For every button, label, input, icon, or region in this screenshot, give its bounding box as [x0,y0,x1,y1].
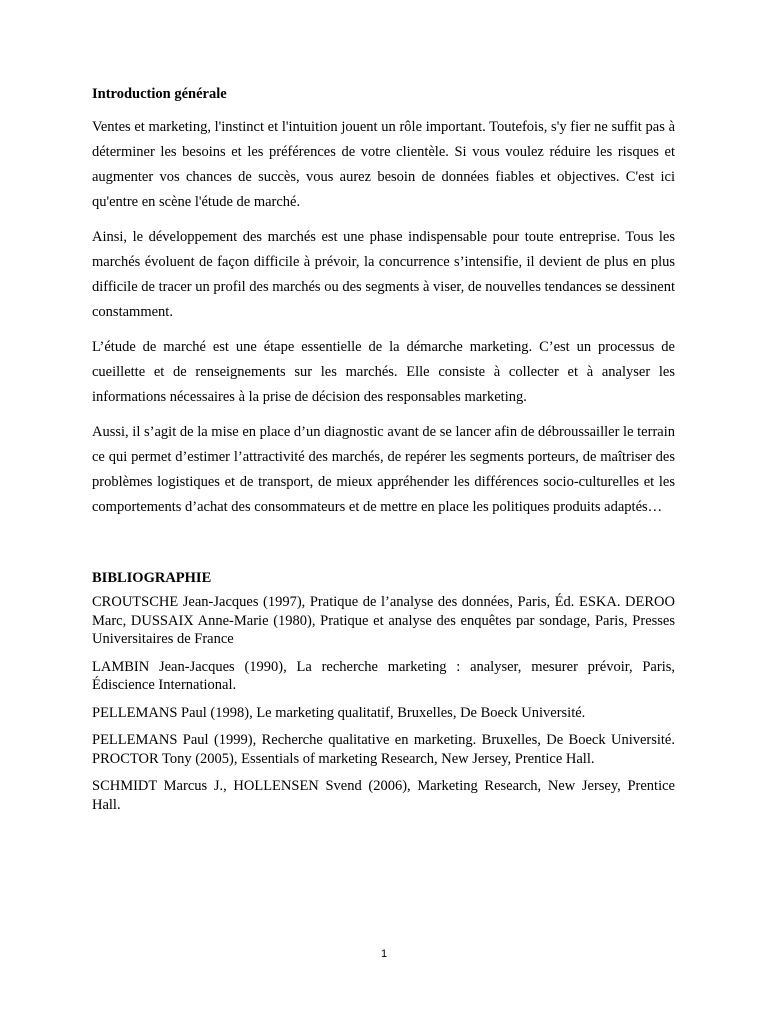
intro-paragraph: Ainsi, le développement des marchés est une phase indispensable pour toute entreprise. Tous les marchés évoluent de façon difficile à prévoir, la concurrence s’intensifie, il devient de plus en plus difficile de tracer un profil des marchés ou des segments à viser, de nouvelles tendances se dessinent constamment. [92,229,675,320]
bibliography-title: BIBLIOGRAPHIE [92,570,212,586]
bibliography-entry: PELLEMANS Paul (1998), Le marketing qualitatif, Bruxelles, De Boeck Université. [92,704,586,721]
intro-paragraph: L’étude de marché est une étape essentielle de la démarche marketing. C’est un processus de cueillette et de renseignements sur les marchés. Elle consiste à collecter et à analyser les informations nécessaires à la prise de décision des responsables marketing. [92,339,675,405]
bibliography-entry: LAMBIN Jean-Jacques (1990), La recherche marketing : analyser, mesurer prévoir, Paris, Édiscience International. [92,658,675,693]
page-number: 1 [380,948,388,960]
intro-paragraph: Aussi, il s’agit de la mise en place d’un diagnostic avant de se lancer afin de débroussailler le terrain ce qui permet d’estimer l’attractivité des marchés, de repérer les segments porteurs, de maîtriser des problèmes logistiques et de transport, de mieux appréhender les différences socio-culturelles et les comportements d’achat des consommateurs et de mettre en place les politiques produits adaptés… [92,424,675,515]
page-content [92,84,675,823]
bibliography-entry: SCHMIDT Marcus J., HOLLENSEN Svend (2006), Marketing Research, New Jersey, Prentice Hall. [92,778,675,813]
intro-paragraph: Ventes et marketing, l'instinct et l'intuition jouent un rôle important. Toutefois, s'y fier ne suffit pas à déterminer les besoins et les préférences de votre clientèle. Si vous voulez réduire les risques et augmenter vos chances de succès, vous aurez besoin de données fiables et objectives. C'est ici qu'entre en scène l'étude de marché. [92,119,675,210]
bibliography-entry: PELLEMANS Paul (1999), Recherche qualitative en marketing. Bruxelles, De Boeck Université. PROCTOR Tony (2005), Essentials of marketing Research, New Jersey, Prentice Hall. [92,732,675,767]
bibliography-entry: CROUTSCHE Jean-Jacques (1997), Pratique de l’analyse des données, Paris, Éd. ESKA. DEROO Marc, DUSSAIX Anne-Marie (1980), Pratique et analyse des enquêtes par sondage, Paris, Presses Universitaires de France [92,594,675,647]
section-title: Introduction générale [92,86,227,102]
